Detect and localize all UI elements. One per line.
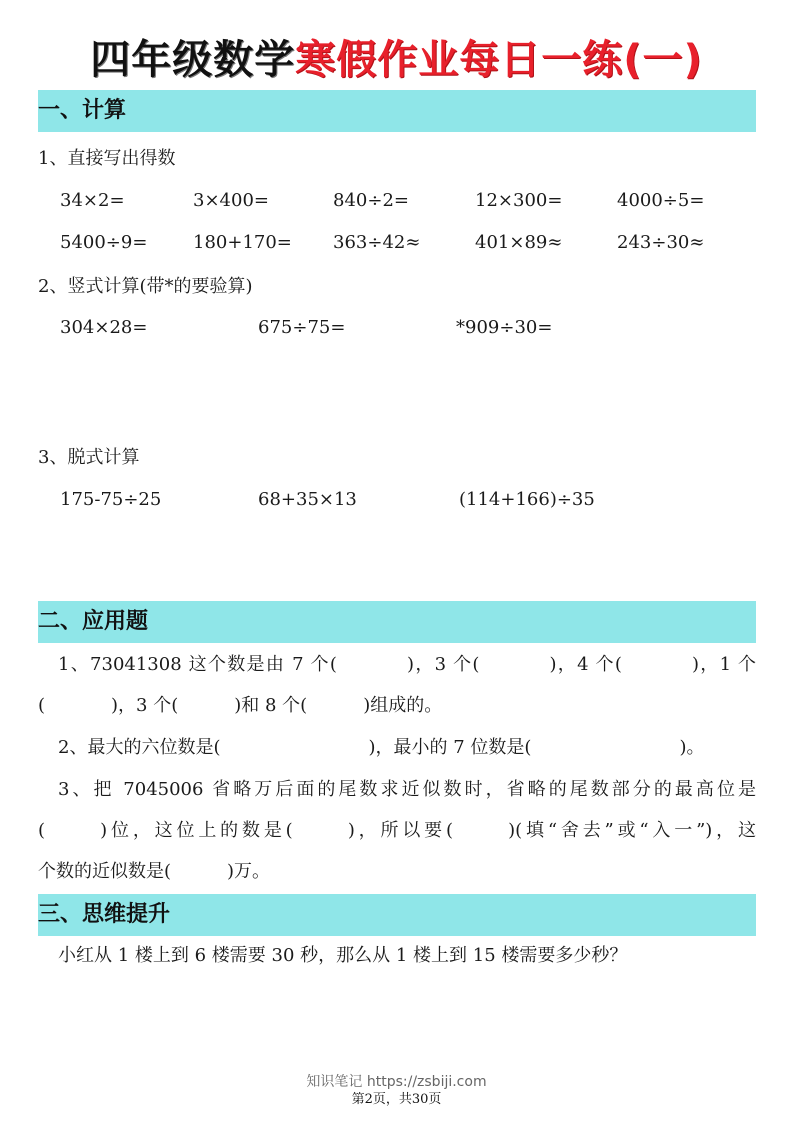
worksheet-title xyxy=(0,32,793,88)
vertical-exercise: *909÷30= xyxy=(456,317,553,338)
title-part-homework: 寒假作业每日一练(一) xyxy=(295,37,703,83)
question-label-stepwise: 3、脱式计算 xyxy=(38,447,140,468)
section-heading: 一、计算 xyxy=(38,98,127,123)
oral-exercise: 363÷42≈ xyxy=(333,232,421,253)
oral-exercise: 4000÷5= xyxy=(617,190,705,211)
vertical-exercise: 675÷75= xyxy=(258,317,346,338)
oral-exercise: 840÷2= xyxy=(333,190,409,211)
thinking-question: 小红从 1 楼上到 6 楼需要 30 秒，那么从 1 楼上到 15 楼需要多少秒？ xyxy=(58,945,628,966)
section-header-thinking xyxy=(38,894,756,936)
title-part-grade: 四年级数学 xyxy=(90,37,296,83)
section-header-calculation xyxy=(38,90,756,132)
stepwise-exercise: (114+166)÷35 xyxy=(459,489,595,510)
stepwise-exercise: 68+35×13 xyxy=(258,489,357,510)
section-heading: 三、思维提升 xyxy=(38,902,171,927)
oral-exercise: 12×300= xyxy=(475,190,563,211)
section-header-application xyxy=(38,601,756,643)
oral-exercise: 180+170= xyxy=(193,232,292,253)
vertical-exercise: 304×28= xyxy=(60,317,148,338)
oral-exercise: 5400÷9= xyxy=(60,232,148,253)
oral-exercise: 401×89≈ xyxy=(475,232,563,253)
footer-site: 知识笔记 https://zsbiji.com xyxy=(306,1074,487,1090)
footer-page-number: 第2页，共30页 xyxy=(351,1092,442,1107)
oral-exercise: 3×400= xyxy=(193,190,269,211)
question-label-vertical: 2、竖式计算(带*的要验算) xyxy=(38,276,253,297)
section-heading: 二、应用题 xyxy=(38,609,149,634)
question-label-direct: 1、直接写出得数 xyxy=(38,148,176,169)
oral-exercise: 34×2= xyxy=(60,190,125,211)
stepwise-exercise: 175-75÷25 xyxy=(60,489,162,510)
oral-exercise: 243÷30≈ xyxy=(617,232,705,253)
